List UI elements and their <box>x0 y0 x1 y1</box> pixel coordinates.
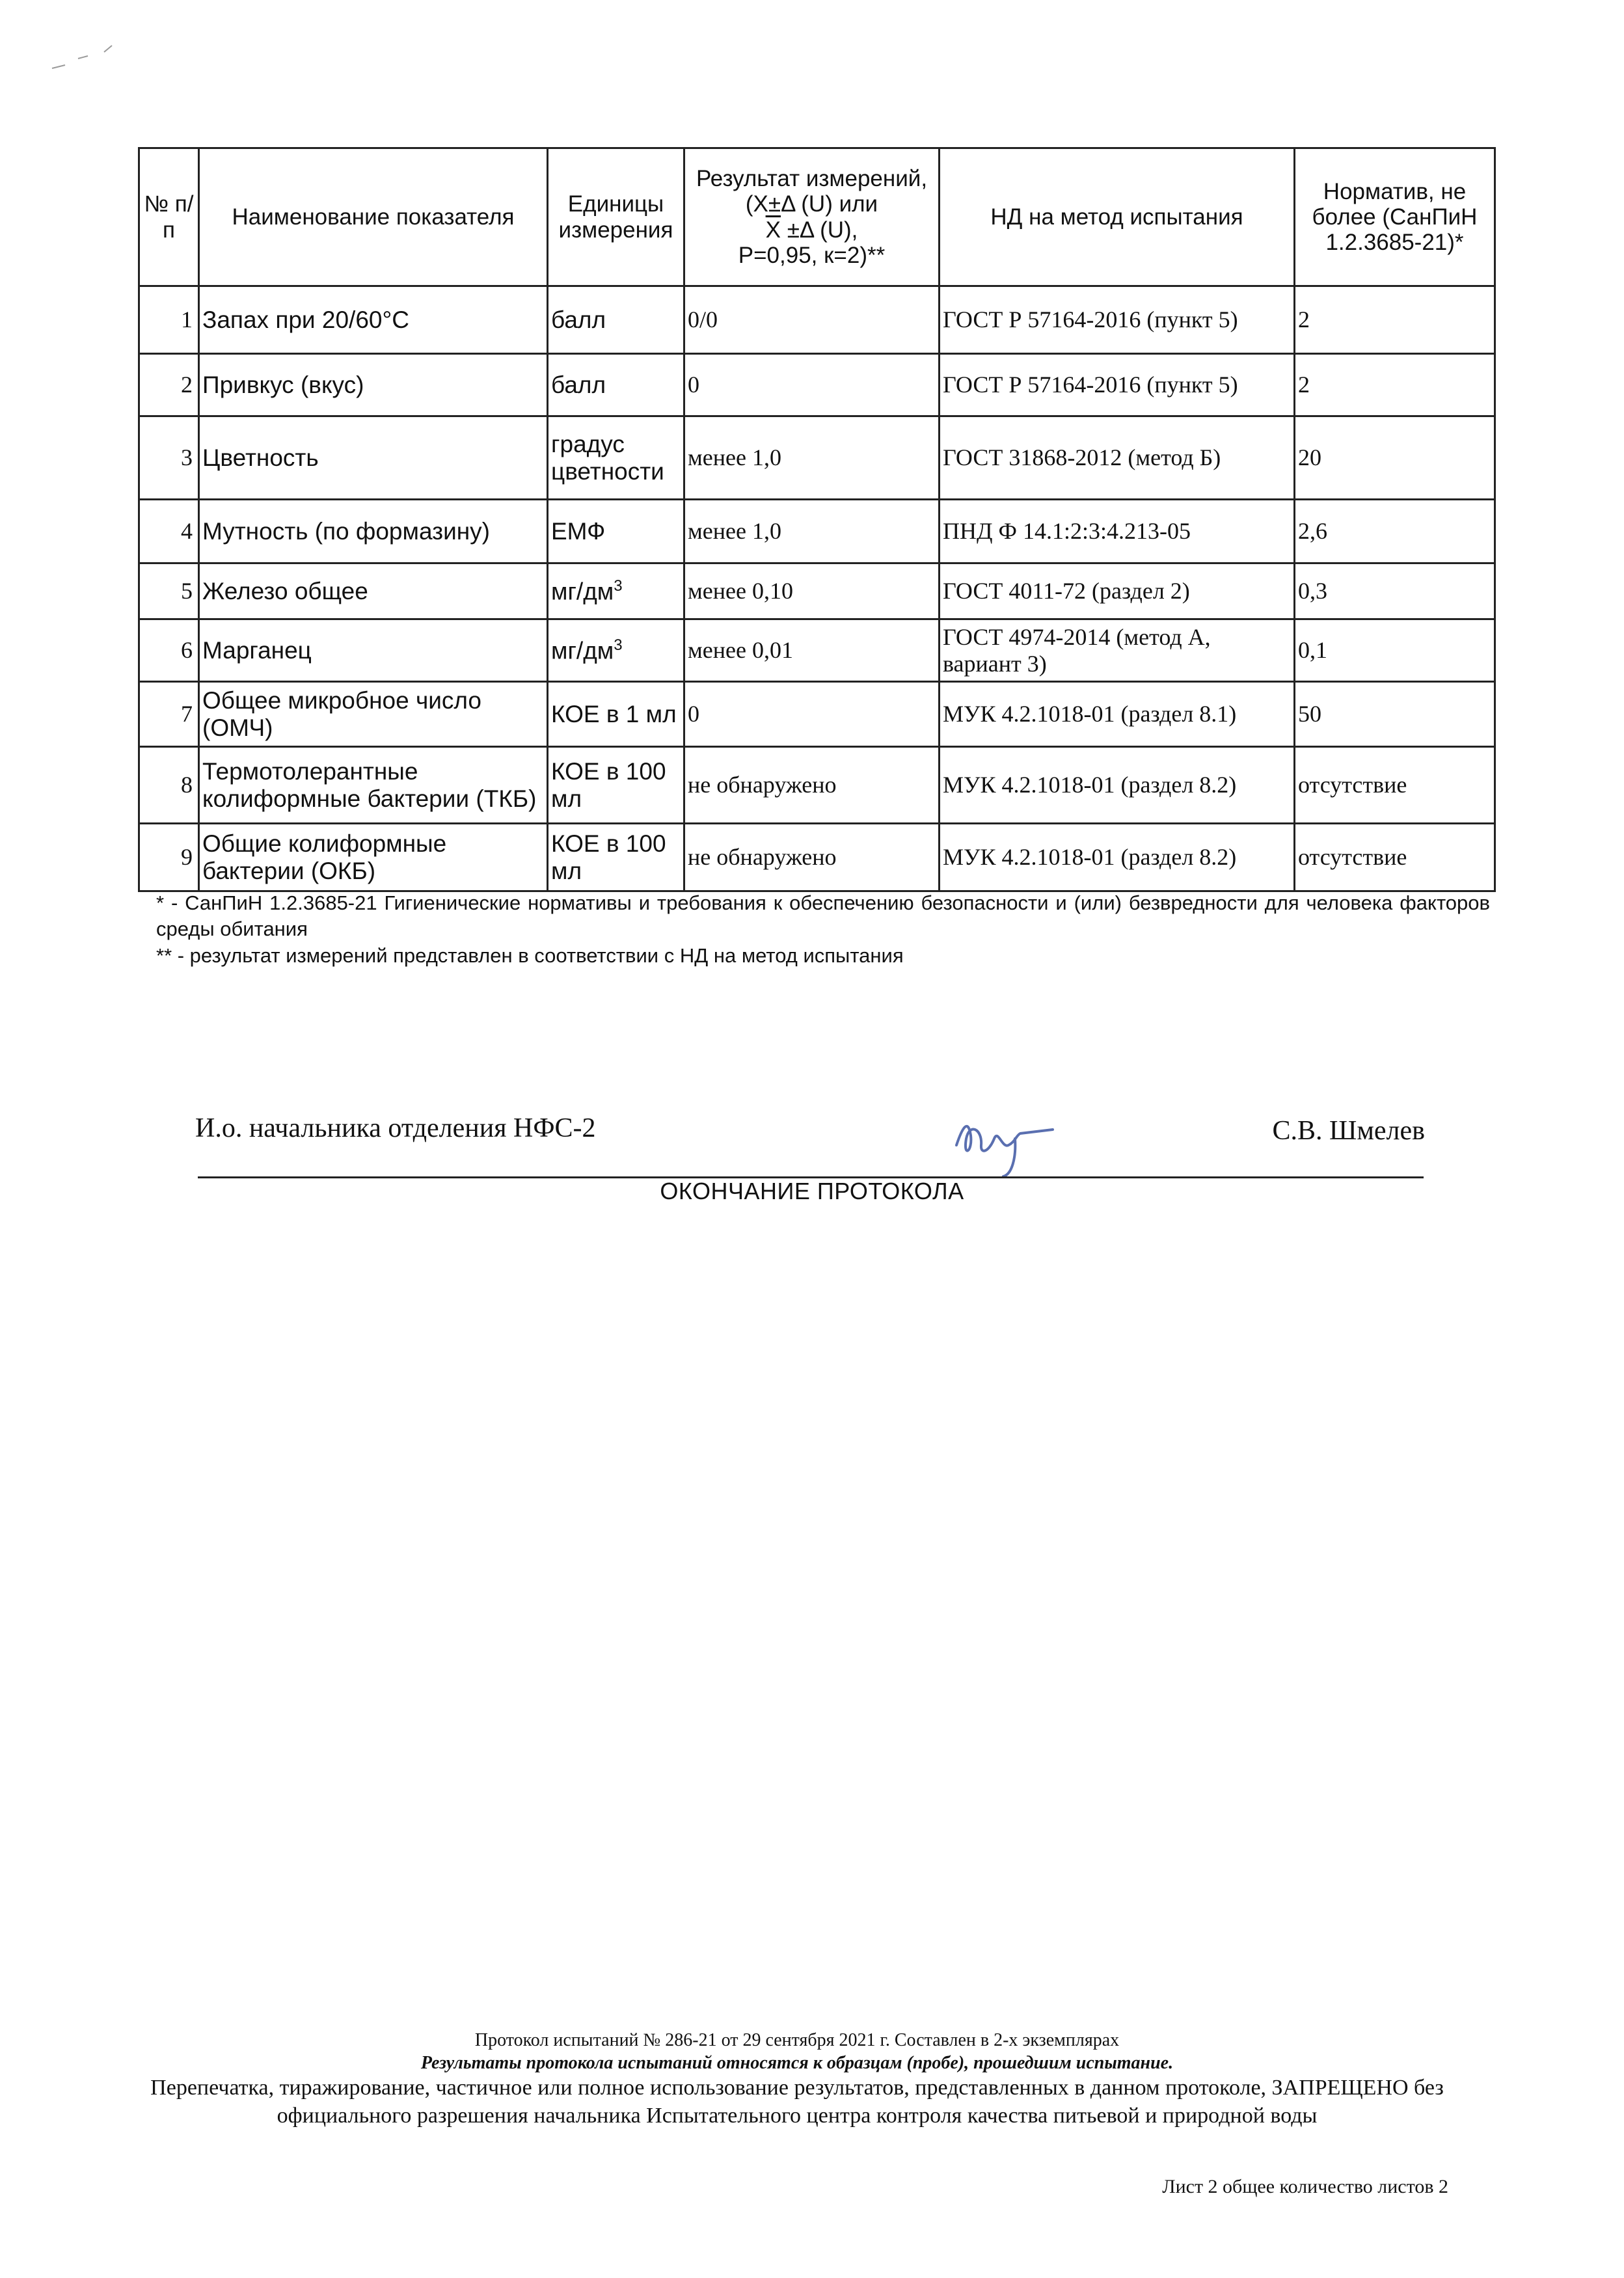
indicator-name-text: Марганец <box>202 636 312 664</box>
indicator-name-text: Железо общее <box>202 577 368 604</box>
table-row <box>139 286 1495 354</box>
header-norm: Норматив, не более (СанПиН 1.2.3685-21)* <box>1295 148 1495 286</box>
unit-of-measure <box>548 824 684 891</box>
norm-value <box>1295 682 1495 747</box>
indicator-name-text: Термотолерантные колиформные бактерии (ТКБ) <box>202 758 537 812</box>
row-number-text: 7 <box>181 701 193 727</box>
row-number <box>139 619 199 682</box>
measurement-result-text: менее 1,0 <box>688 444 781 471</box>
norm-value <box>1295 563 1495 619</box>
unit-of-measure-text: балл <box>551 371 606 398</box>
footer-copyright-note: Перепечатка, тиражирование, частичное или полное использование результатов, представленных в данном протоколе, ЗАПРЕЩЕНО без официального разрешения начальника Испытательного центра контроля качества питьевой и природной воды <box>150 2076 1444 2128</box>
indicator-name <box>199 286 548 354</box>
test-method <box>940 416 1295 500</box>
unit-of-measure-text: КОЕ в 100 мл <box>551 758 666 812</box>
header-result <box>684 148 940 286</box>
norm-value-text: отсутствие <box>1298 772 1407 798</box>
unit-of-measure-text: КОЕ в 1 мл <box>551 700 677 727</box>
table-row <box>139 354 1495 416</box>
footer-protocol-line: Протокол испытаний № 286-21 от 29 сентября 2021 г. Составлен в 2-х экземплярах <box>474 2030 1120 2050</box>
norm-value-text: 2 <box>1298 306 1310 333</box>
row-number <box>139 500 199 563</box>
indicator-name-text: Мутность (по формазину) <box>202 517 490 545</box>
row-number <box>139 682 199 747</box>
test-method-text: ГОСТ Р 57164-2016 (пункт 5) <box>943 372 1238 398</box>
measurement-result-text: менее 1,0 <box>688 518 781 545</box>
table-row <box>139 682 1495 747</box>
row-number-text: 1 <box>181 306 193 333</box>
row-number-text: 8 <box>181 772 193 798</box>
test-method <box>940 354 1295 416</box>
measurement-result <box>684 682 940 747</box>
indicator-name-text: Общее микробное число (ОМЧ) <box>202 687 481 741</box>
unit-of-measure <box>548 500 684 563</box>
measurement-result <box>684 416 940 500</box>
unit-of-measure-text: градус цветности <box>551 431 664 485</box>
unit-of-measure <box>548 747 684 824</box>
test-method <box>940 824 1295 891</box>
table-row <box>139 747 1495 824</box>
norm-value <box>1295 747 1495 824</box>
page-footer <box>130 2029 1464 2130</box>
header-result-line3 <box>688 217 936 243</box>
row-number-text: 5 <box>181 578 193 604</box>
test-method <box>940 747 1295 824</box>
unit-of-measure <box>548 563 684 619</box>
indicator-name <box>199 500 548 563</box>
results-table <box>138 147 1496 892</box>
norm-value-text: 0,3 <box>1298 578 1327 604</box>
footer-results-note: Результаты протокола испытаний относятся к образцам (пробе), прошедшим испытание. <box>420 2053 1174 2073</box>
test-method <box>940 563 1295 619</box>
measurement-result-text: не обнаружено <box>688 772 837 798</box>
norm-value <box>1295 354 1495 416</box>
indicator-name-text: Цветность <box>202 444 319 471</box>
table-body <box>139 286 1495 891</box>
unit-of-measure <box>548 354 684 416</box>
measurement-result-text: менее 0,01 <box>688 637 793 664</box>
unit-superscript: 3 <box>614 576 623 595</box>
indicator-name <box>199 824 548 891</box>
measurement-result-text: не обнаружено <box>688 844 837 871</box>
unit-superscript: 3 <box>614 636 623 654</box>
norm-value <box>1295 824 1495 891</box>
row-number <box>139 563 199 619</box>
header-result-xbar: $\overline{X}$ <box>765 217 781 243</box>
header-result-line4: Р=0,95, к=2)** <box>738 242 886 268</box>
test-method <box>940 619 1295 682</box>
unit-of-measure <box>548 619 684 682</box>
row-number-text: 3 <box>181 444 193 471</box>
measurement-result <box>684 500 940 563</box>
indicator-name <box>199 747 548 824</box>
test-method-text: МУК 4.2.1018-01 (раздел 8.2) <box>943 772 1237 798</box>
indicator-name-text: Общие колиформные бактерии (ОКБ) <box>202 830 447 884</box>
signatory-name: С.В. Шмелев <box>1272 1116 1425 1146</box>
measurement-result <box>684 619 940 682</box>
test-method-text: МУК 4.2.1018-01 (раздел 8.2) <box>943 844 1237 871</box>
norm-value <box>1295 500 1495 563</box>
unit-of-measure <box>548 286 684 354</box>
header-result-line3-rest: ±Δ (U), <box>780 217 858 243</box>
unit-of-measure-text: мг/дм <box>551 577 614 604</box>
header-result-line2: (Х±Δ (U) или <box>745 191 878 217</box>
norm-value-text: 20 <box>1298 444 1321 471</box>
norm-value-text: 50 <box>1298 701 1321 727</box>
indicator-name-text: Запах при 20/60°С <box>202 306 409 333</box>
measurement-result <box>684 824 940 891</box>
table-row <box>139 500 1495 563</box>
end-of-protocol-title: ОКОНЧАНИЕ ПРОТОКОЛА <box>660 1178 964 1204</box>
test-method <box>940 682 1295 747</box>
row-number-text: 9 <box>181 844 193 871</box>
measurement-result <box>684 747 940 824</box>
norm-value-text: 0,1 <box>1298 637 1327 664</box>
test-method-text: ГОСТ 4974-2014 (метод А, вариант 3) <box>943 624 1211 677</box>
norm-value <box>1295 416 1495 500</box>
header-method: НД на метод испытания <box>940 148 1295 286</box>
test-method <box>940 500 1295 563</box>
indicator-name <box>199 619 548 682</box>
row-number-text: 4 <box>181 518 193 545</box>
test-method-text: ГОСТ 31868-2012 (метод Б) <box>943 444 1221 471</box>
measurement-result-text: 0/0 <box>688 306 718 333</box>
row-number <box>139 824 199 891</box>
signature-block <box>195 1106 1425 1165</box>
table-header-row <box>139 148 1495 286</box>
scan-artifact <box>39 39 130 78</box>
norm-value <box>1295 619 1495 682</box>
row-number <box>139 354 199 416</box>
measurement-result-text: менее 0,10 <box>688 578 793 604</box>
row-number <box>139 747 199 824</box>
unit-of-measure-text: КОЕ в 100 мл <box>551 830 666 884</box>
signatory-role: И.о. начальника отделения НФС-2 <box>195 1113 596 1143</box>
measurement-result <box>684 354 940 416</box>
row-number <box>139 416 199 500</box>
unit-of-measure <box>548 416 684 500</box>
table-row <box>139 824 1495 891</box>
footnote-sanpin: * - СанПиН 1.2.3685-21 Гигиенические нормативы и требования к обеспечению безопасности и (или) безвредности для человека факторов среды обитания <box>156 891 1490 941</box>
footnotes <box>156 890 1490 969</box>
unit-of-measure-text: ЕМФ <box>551 517 606 545</box>
test-method-text: ГОСТ Р 57164-2016 (пункт 5) <box>943 306 1238 333</box>
measurement-result-text: 0 <box>688 701 699 727</box>
unit-of-measure-text: мг/дм <box>551 636 614 664</box>
row-number-text: 2 <box>181 372 193 398</box>
norm-value-text: 2,6 <box>1298 518 1327 545</box>
unit-of-measure-text: балл <box>551 306 606 333</box>
header-num: № п/п <box>139 148 199 286</box>
handwritten-signature <box>943 1100 1061 1184</box>
test-method-text: МУК 4.2.1018-01 (раздел 8.1) <box>943 701 1237 727</box>
norm-value <box>1295 286 1495 354</box>
header-name: Наименование показателя <box>199 148 548 286</box>
test-method-text: ПНД Ф 14.1:2:3:4.213-05 <box>943 518 1191 545</box>
row-number-text: 6 <box>181 637 193 664</box>
norm-value-text: 2 <box>1298 372 1310 398</box>
indicator-name <box>199 563 548 619</box>
table-row <box>139 563 1495 619</box>
header-units: Единицы измерения <box>548 148 684 286</box>
measurement-result-text: 0 <box>688 372 699 398</box>
footnote-result: ** - результат измерений представлен в соответствии с НД на метод испытания <box>156 943 904 967</box>
test-method-text: ГОСТ 4011-72 (раздел 2) <box>943 578 1190 604</box>
row-number <box>139 286 199 354</box>
indicator-name <box>199 354 548 416</box>
indicator-name <box>199 682 548 747</box>
table-row <box>139 619 1495 682</box>
unit-of-measure <box>548 682 684 747</box>
measurement-result <box>684 286 940 354</box>
measurement-result <box>684 563 940 619</box>
indicator-name <box>199 416 548 500</box>
sheet-count: Лист 2 общее количество листов 2 <box>1162 2176 1448 2197</box>
table-row <box>139 416 1495 500</box>
indicator-name-text: Привкус (вкус) <box>202 371 364 398</box>
norm-value-text: отсутствие <box>1298 844 1407 871</box>
test-method <box>940 286 1295 354</box>
header-result-line1: Результат измерений, <box>696 166 928 192</box>
